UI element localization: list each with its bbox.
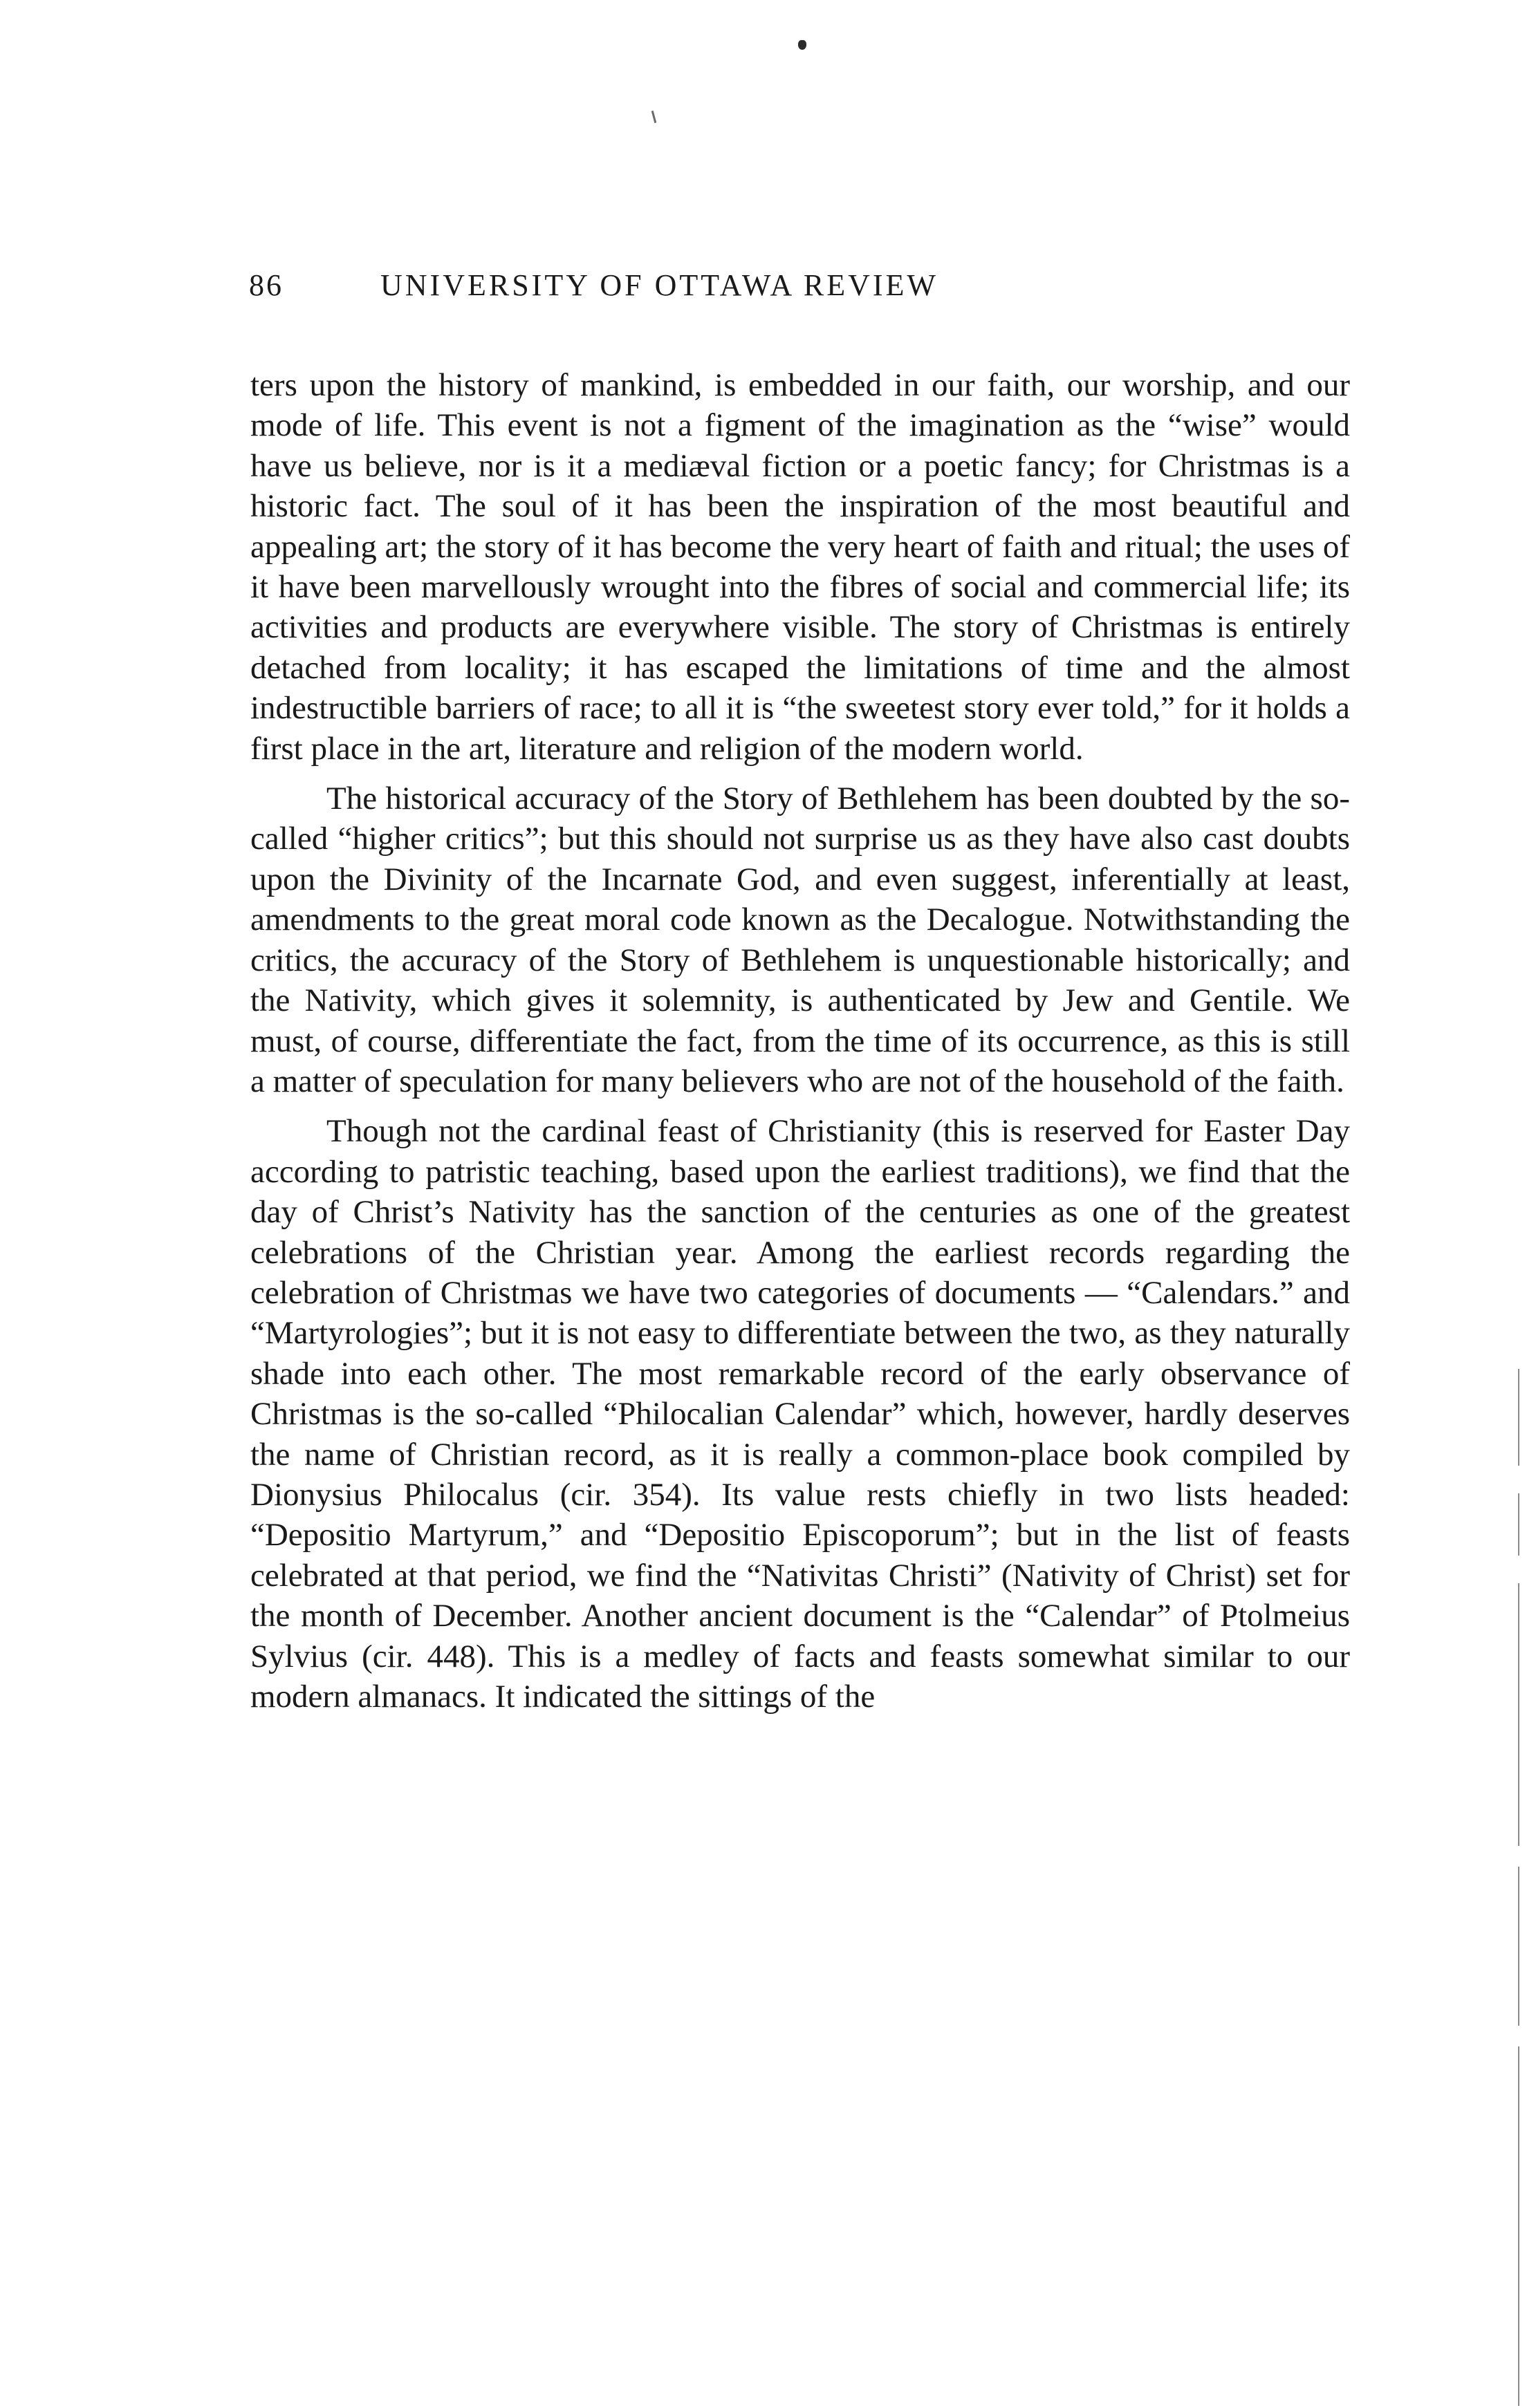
page-header [249, 261, 1355, 310]
article-body [250, 365, 1350, 1717]
scan-edge-line [1518, 1867, 1519, 2026]
running-head: UNIVERSITY OF OTTAWA REVIEW [380, 268, 938, 302]
paragraph: ters upon the history of mankind, is embedded in our faith, our worship, and our mode of life. This event is not a figment of the imagination as the “wise” would have us believe, nor is it a mediæval fiction or a poetic fancy; for Christmas is a historic fact. The soul of it has been the inspiration of the most beautiful and appealing art; the story of it has become the very heart of faith and ritual; the uses of it have been marvellously wrought into the fibres of social and commercial life; its activities and products are everywhere visible. The story of Christmas is entirely detached from locality; it has escaped the limitations of time and the almost indestructible barriers of race; to all it is “the sweetest story ever told,” for it holds a first place in the art, literature and religion of the modern world. [250, 367, 1350, 767]
page-number: 86 [249, 268, 284, 302]
scan-edge-line [1518, 2046, 1519, 2406]
ink-speck [651, 111, 657, 123]
scan-edge-line [1518, 1583, 1519, 1846]
paragraph: The historical accuracy of the Story of Bethlehem has been doubted by the so-called “higher critics”; but this should not surprise us as they have also cast doubts upon the Divinity of the Incarnate God, and even suggest, inferentially at least, amendments to the great moral code known as the Decalogue. Notwithstanding the critics, the accuracy of the Story of Bethlehem is unquestionable historically; and the Nativity, which gives it solemnity, is authenticated by Jew and Gentile. We must, of course, differentiate the fact, from the time of its occurrence, as this is still a matter of speculation for many believers who are not of the household of the faith. [250, 781, 1350, 1099]
paragraph: Though not the cardinal feast of Christianity (this is reserved for Easter Day according to patristic teaching, based upon the earliest traditions), we find that the day of Christ’s Nativity has the sanction of the centuries as one of the greatest celebrations of the Christian year. Among the earliest records regarding the celebration of Christmas we have two categories of documents — “Calendars.” and “Martyrologies”; but it is not easy to differentiate between the two, as they naturally shade into each other. The most remarkable record of the early observance of Christmas is the so-called “Philocalian Calendar” which, however, hardly deserves the name of Christian record, as it is really a common-place book compiled by Dionysius Philocalus (cir. 354). Its value rests chiefly in two lists headed: “Depositio Martyrum,” and “Depositio Episcoporum”; but in the list of feasts celebrated at that period, we find the “Nativitas Christi” (Nativity of Christ) set for the month of December. Another ancient document is the “Calendar” of Ptolmeius Sylvius (cir. 448). This is a medley of facts and feasts somewhat similar to our modern almanacs. It indicated the sittings of the [250, 1113, 1350, 1715]
scan-edge-line [1518, 1493, 1519, 1556]
ink-speck [798, 40, 806, 50]
scan-edge-line [1518, 1369, 1519, 1466]
